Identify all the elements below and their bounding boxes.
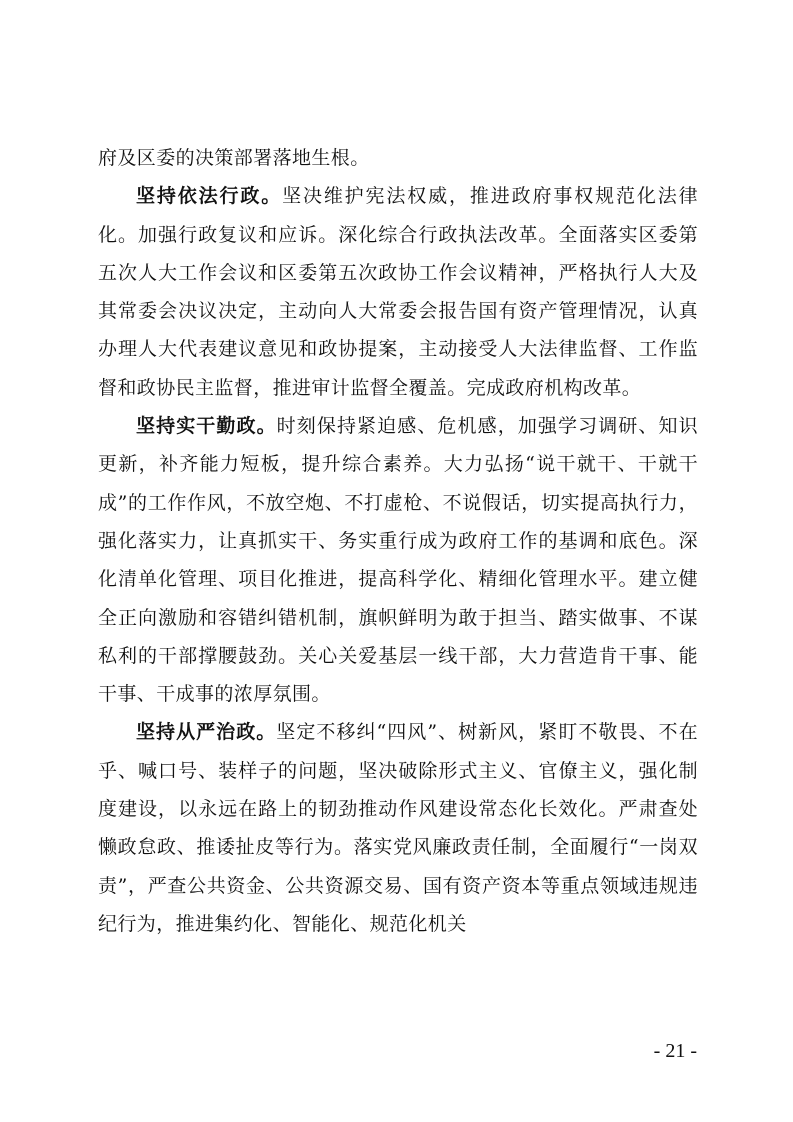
paragraph-heading: 坚持依法行政。: [136, 185, 283, 208]
paragraph-diligence: [98, 407, 698, 713]
page-number: - 21 -: [653, 1040, 697, 1062]
document-body: [98, 139, 698, 943]
paragraph-text: 府及区委的决策部署落地生根。: [98, 147, 370, 169]
paragraph-heading: 坚持实干勤政。: [136, 415, 277, 438]
paragraph-text: 时刻保持紧迫感、危机感，加强学习调研、知识更新，补齐能力短板，提升综合素养。大力弘扬“说干就干、干就干成”的工作作风，不放空炮、不打虚枪、不说假话，切实提高执行力，强化落实力，让真抓实干、务实重行成为政府工作的基调和底色。深化清单化管理、项目化推进，提高科学化、精细化管理水平。建立健全正向激励和容错纠错机制，旗帜鲜明为敢于担当、踏实做事、不谋私利的干部撑腰鼓劲。关心关爱基层一线干部，大力营造肯干事、能干事、干成事的浓厚氛围。: [98, 415, 698, 706]
paragraph-heading: 坚持从严治政。: [136, 721, 277, 744]
paragraph-text: 坚定不移纠“四风”、树新风，紧盯不敬畏、不在乎、喊口号、装样子的问题，坚决破除形式主义、官僚主义，强化制度建设，以永远在路上的韧劲推动作风建设常态化长效化。严肃查处懒政怠政、推诿扯皮等行为。落实党风廉政责任制，全面履行“一岗双责”，严查公共资金、公共资源交易、国有资产资本等重点领域违规违纪行为，推进集约化、智能化、规范化机关: [98, 721, 698, 935]
paragraph-text: 坚决维护宪法权威，推进政府事权规范化法律化。加强行政复议和应诉。深化综合行政执法改革。全面落实区委第五次人大工作会议和区委第五次政协工作会议精神，严格执行人大及其常委会决议决定，主动向人大常委会报告国有资产管理情况，认真办理人大代表建议意见和政协提案，主动接受人大法律监督、工作监督和政协民主监督，推进审计监督全覆盖。完成政府机构改革。: [98, 185, 698, 399]
paragraph-rule-of-law: [98, 177, 698, 407]
paragraph-strict-governance: [98, 713, 698, 943]
paragraph-continuation: [98, 139, 698, 177]
